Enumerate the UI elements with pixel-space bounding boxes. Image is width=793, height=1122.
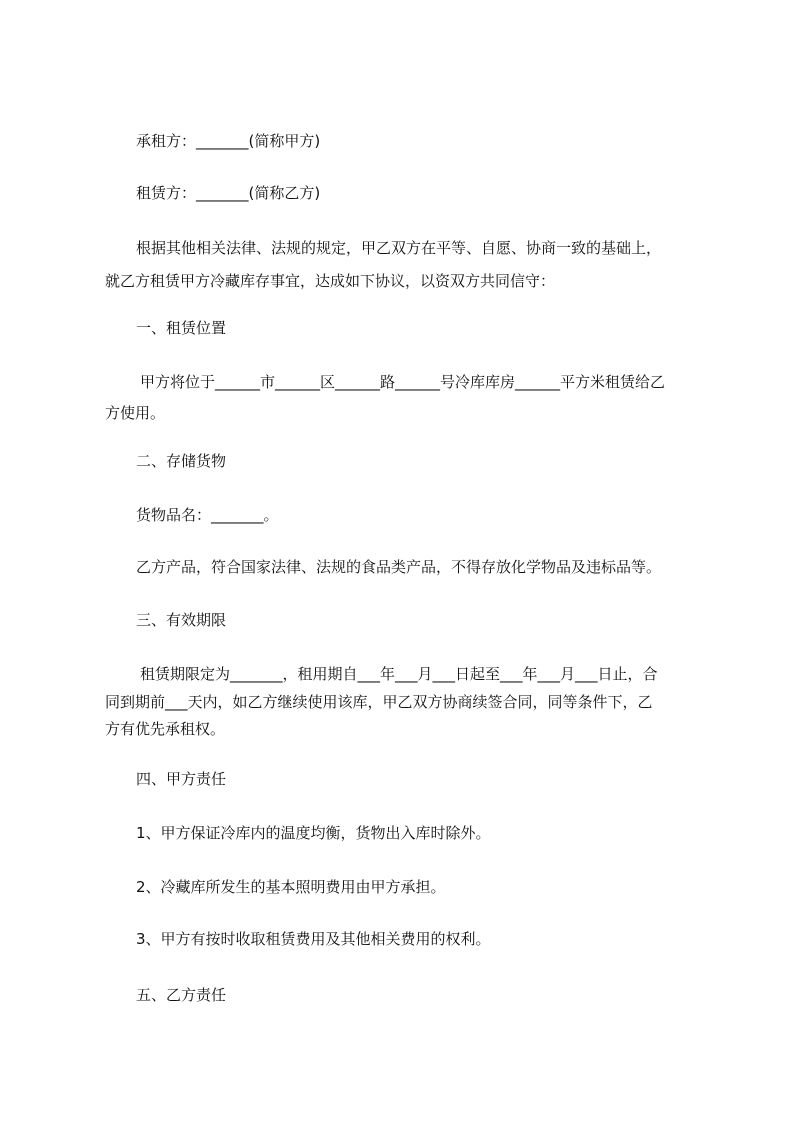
section-3-line-1: 租赁期限定为_______，租用期自___年___月___日起至___年___月___日止，合 — [140, 665, 658, 683]
section-1-line-2: 方使用。 — [105, 404, 166, 422]
intro-line-2: 就乙方租赁甲方冷藏库存事宜，达成如下协议，以资双方共同信守： — [105, 272, 556, 290]
section-3-title: 三、有效期限 — [136, 611, 227, 629]
section-1-line-1: 甲方将位于______市______区______路______号冷库库房______平方米租赁给乙 — [140, 373, 666, 391]
intro-line-1: 根据其他相关法律、法规的规定，甲乙双方在平等、自愿、协商一致的基础上， — [136, 239, 662, 257]
goods-name-line: 货物品名：_______。 — [136, 506, 279, 524]
lessor-line: 承租方：_______(简称甲方) — [136, 132, 321, 150]
section-1-title: 一、租赁位置 — [136, 319, 227, 337]
lessee-line: 租赁方：_______(简称乙方) — [136, 184, 321, 202]
section-2-title: 二、存储货物 — [136, 452, 227, 470]
section-4-title: 四、甲方责任 — [136, 770, 227, 788]
section-3-line-2: 同到期前___天内，如乙方继续使用该库，甲乙双方协商续签合同，同等条件下，乙 — [105, 693, 653, 711]
section-3-line-3: 方有优先承租权。 — [105, 720, 226, 738]
section-4-item-3: 3、甲方有按时收取租赁费用及其他相关费用的权利。 — [136, 930, 491, 948]
section-4-item-2: 2、冷藏库所发生的基本照明费用由甲方承担。 — [136, 878, 446, 896]
section-4-item-1: 1、甲方保证冷库内的温度均衡，货物出入库时除外。 — [136, 824, 491, 842]
section-5-title: 五、乙方责任 — [136, 986, 227, 1004]
goods-rule-line: 乙方产品，符合国家法律、法规的食品类产品，不得存放化学物品及违标品等。 — [136, 558, 662, 576]
